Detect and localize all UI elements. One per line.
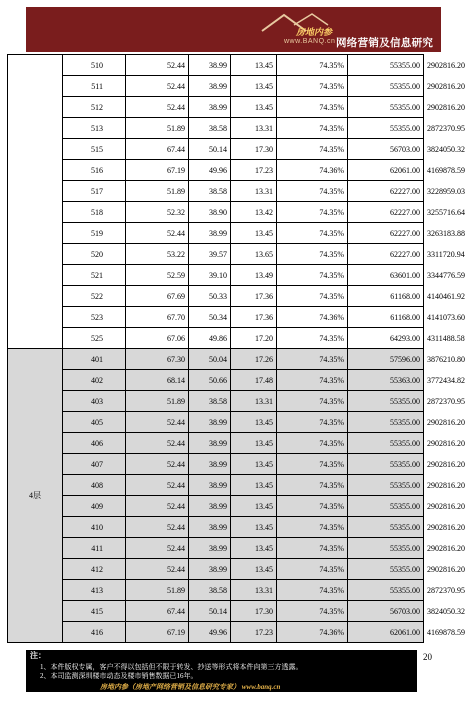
table-row: 525 67.06 49.86 17.20 74.35% 64293.00 4311488.58 bbox=[8, 328, 424, 349]
table-cell: 74.35% bbox=[277, 433, 348, 454]
note-item-1: 1、本件版权专属，客户不得以包括但不限于转发、抄送等形式将本件向第三方透露。 bbox=[40, 663, 303, 671]
header-banner bbox=[26, 7, 441, 64]
table-cell: 402 bbox=[63, 370, 126, 391]
table-cell: 55355.00 bbox=[348, 391, 424, 412]
table-cell: 49.86 bbox=[189, 328, 231, 349]
table-row: 415 67.44 50.14 17.30 74.35% 56703.00 3824050.32 bbox=[8, 601, 424, 622]
table-cell: 68.14 bbox=[126, 370, 189, 391]
table-cell: 13.45 bbox=[231, 412, 277, 433]
table-cell: 511 bbox=[63, 76, 126, 97]
table-cell: 55355.00 bbox=[348, 517, 424, 538]
table-cell: 52.32 bbox=[126, 202, 189, 223]
table-cell: 17.26 bbox=[231, 349, 277, 370]
table-cell: 510 bbox=[63, 55, 126, 76]
table-row: 4层 401 67.30 50.04 17.26 74.35% 57596.00 3876210.80 bbox=[8, 349, 424, 370]
table-cell: 38.99 bbox=[189, 475, 231, 496]
table-row: 510 52.44 38.99 13.45 74.35% 55355.00 2902816.20 bbox=[8, 55, 424, 76]
table-cell: 38.99 bbox=[189, 97, 231, 118]
table-cell: 55355.00 bbox=[348, 538, 424, 559]
table-cell: 62227.00 bbox=[348, 223, 424, 244]
table-row: 518 52.32 38.90 13.42 74.35% 62227.00 3255716.64 bbox=[8, 202, 424, 223]
table-cell: 405 bbox=[63, 412, 126, 433]
table-cell: 74.35% bbox=[277, 496, 348, 517]
table-cell: 38.99 bbox=[189, 538, 231, 559]
table-cell: 64293.00 bbox=[348, 328, 424, 349]
table-cell: 523 bbox=[63, 307, 126, 328]
table-cell: 13.31 bbox=[231, 181, 277, 202]
table-cell: 74.36% bbox=[277, 307, 348, 328]
table-cell: 50.14 bbox=[189, 601, 231, 622]
table-cell: 67.19 bbox=[126, 622, 189, 643]
table-row: 521 52.59 39.10 13.49 74.35% 63601.00 3344776.59 bbox=[8, 265, 424, 286]
table-cell: 38.90 bbox=[189, 202, 231, 223]
table-cell: 409 bbox=[63, 496, 126, 517]
table-cell: 39.57 bbox=[189, 244, 231, 265]
table-cell: 55363.00 bbox=[348, 370, 424, 391]
table-cell: 49.96 bbox=[189, 160, 231, 181]
table-cell: 38.58 bbox=[189, 118, 231, 139]
table-cell: 517 bbox=[63, 181, 126, 202]
table-cell: 74.35% bbox=[277, 538, 348, 559]
table-cell: 52.44 bbox=[126, 496, 189, 517]
table-cell: 51.89 bbox=[126, 118, 189, 139]
table-cell: 38.99 bbox=[189, 559, 231, 580]
table-cell: 413 bbox=[63, 580, 126, 601]
table-cell: 13.31 bbox=[231, 391, 277, 412]
table-cell: 74.35% bbox=[277, 181, 348, 202]
table-row: 522 67.69 50.33 17.36 74.35% 61168.00 4140461.92 bbox=[8, 286, 424, 307]
table-cell: 52.44 bbox=[126, 475, 189, 496]
table-cell: 67.44 bbox=[126, 601, 189, 622]
table-cell: 17.36 bbox=[231, 307, 277, 328]
table-cell: 74.36% bbox=[277, 622, 348, 643]
table-cell: 50.14 bbox=[189, 139, 231, 160]
table-cell: 55355.00 bbox=[348, 496, 424, 517]
table-cell: 67.44 bbox=[126, 139, 189, 160]
table-cell: 74.35% bbox=[277, 223, 348, 244]
table-cell: 74.35% bbox=[277, 244, 348, 265]
table-cell: 74.35% bbox=[277, 118, 348, 139]
table-cell: 17.30 bbox=[231, 601, 277, 622]
table-row: 407 52.44 38.99 13.45 74.35% 55355.00 2902816.20 bbox=[8, 454, 424, 475]
table-cell: 39.10 bbox=[189, 265, 231, 286]
floor-label: 4层 bbox=[8, 349, 63, 643]
table-cell: 515 bbox=[63, 139, 126, 160]
table-row: 405 52.44 38.99 13.45 74.35% 55355.00 2902816.20 bbox=[8, 412, 424, 433]
table-cell: 74.35% bbox=[277, 349, 348, 370]
table-cell: 410 bbox=[63, 517, 126, 538]
table-cell: 520 bbox=[63, 244, 126, 265]
table-cell: 74.35% bbox=[277, 202, 348, 223]
table-cell: 52.44 bbox=[126, 412, 189, 433]
table-cell: 52.59 bbox=[126, 265, 189, 286]
table-cell: 525 bbox=[63, 328, 126, 349]
table-cell: 52.44 bbox=[126, 454, 189, 475]
table-cell: 17.36 bbox=[231, 286, 277, 307]
table-cell: 13.45 bbox=[231, 517, 277, 538]
table-row: 408 52.44 38.99 13.45 74.35% 55355.00 2902816.20 bbox=[8, 475, 424, 496]
table-cell: 52.44 bbox=[126, 223, 189, 244]
brand-name: 房地内参 bbox=[296, 27, 333, 37]
table-row: 515 67.44 50.14 17.30 74.35% 56703.00 3824050.32 bbox=[8, 139, 424, 160]
table-cell: 55355.00 bbox=[348, 559, 424, 580]
table-cell: 55355.00 bbox=[348, 454, 424, 475]
notes-footer: 房地内参（房地产网络营销及信息研究专家） www.banq.cn bbox=[100, 683, 281, 691]
table-cell: 52.44 bbox=[126, 433, 189, 454]
table-cell: 74.35% bbox=[277, 265, 348, 286]
page-number: 20 bbox=[423, 652, 432, 662]
table-cell: 408 bbox=[63, 475, 126, 496]
table-cell: 403 bbox=[63, 391, 126, 412]
table-row: 412 52.44 38.99 13.45 74.35% 55355.00 2902816.20 bbox=[8, 559, 424, 580]
banner-title: 网络营销及信息研究专家 bbox=[336, 38, 434, 64]
table-cell: 74.35% bbox=[277, 370, 348, 391]
table-cell: 62061.00 bbox=[348, 622, 424, 643]
table-cell: 401 bbox=[63, 349, 126, 370]
table-row: 402 68.14 50.66 17.48 74.35% 55363.00 3772434.82 bbox=[8, 370, 424, 391]
table-row: 411 52.44 38.99 13.45 74.35% 55355.00 2902816.20 bbox=[8, 538, 424, 559]
table-row: 409 52.44 38.99 13.45 74.35% 55355.00 2902816.20 bbox=[8, 496, 424, 517]
table-cell: 51.89 bbox=[126, 181, 189, 202]
sales-table bbox=[7, 54, 465, 643]
table-cell: 38.58 bbox=[189, 181, 231, 202]
table-cell: 49.96 bbox=[189, 622, 231, 643]
table-cell: 13.31 bbox=[231, 118, 277, 139]
table-cell: 416 bbox=[63, 622, 126, 643]
table-cell: 62227.00 bbox=[348, 244, 424, 265]
table-cell: 74.35% bbox=[277, 55, 348, 76]
table-cell: 52.44 bbox=[126, 97, 189, 118]
table-row: 511 52.44 38.99 13.45 74.35% 55355.00 2902816.20 bbox=[8, 76, 424, 97]
table-cell: 407 bbox=[63, 454, 126, 475]
table-cell: 74.35% bbox=[277, 475, 348, 496]
table-cell: 518 bbox=[63, 202, 126, 223]
table-cell: 62227.00 bbox=[348, 202, 424, 223]
table-cell: 74.35% bbox=[277, 391, 348, 412]
table-cell: 38.58 bbox=[189, 391, 231, 412]
table-cell: 52.44 bbox=[126, 76, 189, 97]
table-cell: 411 bbox=[63, 538, 126, 559]
table-cell: 67.70 bbox=[126, 307, 189, 328]
table-cell: 412 bbox=[63, 559, 126, 580]
table-cell: 38.99 bbox=[189, 76, 231, 97]
table-row: 512 52.44 38.99 13.45 74.35% 55355.00 2902816.20 bbox=[8, 97, 424, 118]
table-cell: 74.35% bbox=[277, 601, 348, 622]
table-cell: 13.45 bbox=[231, 97, 277, 118]
notes-box bbox=[26, 650, 417, 692]
table-cell: 62227.00 bbox=[348, 181, 424, 202]
table-cell: 13.45 bbox=[231, 433, 277, 454]
table-cell: 51.89 bbox=[126, 391, 189, 412]
table-row: 516 67.19 49.96 17.23 74.36% 62061.00 4169878.59 bbox=[8, 160, 424, 181]
table-cell: 13.45 bbox=[231, 223, 277, 244]
table-cell: 63601.00 bbox=[348, 265, 424, 286]
table-cell: 55355.00 bbox=[348, 580, 424, 601]
table-cell: 406 bbox=[63, 433, 126, 454]
table-cell: 38.58 bbox=[189, 580, 231, 601]
table-cell: 55355.00 bbox=[348, 412, 424, 433]
table-cell: 50.04 bbox=[189, 349, 231, 370]
table-cell: 521 bbox=[63, 265, 126, 286]
table-row: 416 67.19 49.96 17.23 74.36% 62061.00 4169878.59 bbox=[8, 622, 424, 643]
table-cell: 74.35% bbox=[277, 580, 348, 601]
table-cell: 55355.00 bbox=[348, 97, 424, 118]
table-cell: 61168.00 bbox=[348, 307, 424, 328]
table-row: 523 67.70 50.34 17.36 74.36% 61168.00 4141073.60 bbox=[8, 307, 424, 328]
table-row: 406 52.44 38.99 13.45 74.35% 55355.00 2902816.20 bbox=[8, 433, 424, 454]
floor-label bbox=[8, 55, 63, 349]
table-cell: 512 bbox=[63, 97, 126, 118]
table-cell: 38.99 bbox=[189, 454, 231, 475]
table-cell: 17.30 bbox=[231, 139, 277, 160]
table-cell: 17.23 bbox=[231, 622, 277, 643]
table-cell: 17.20 bbox=[231, 328, 277, 349]
table-cell: 55355.00 bbox=[348, 475, 424, 496]
site-url: www.BANQ.cn bbox=[284, 38, 336, 45]
table-cell: 13.45 bbox=[231, 76, 277, 97]
table-row: 513 51.89 38.58 13.31 74.35% 55355.00 2872370.95 bbox=[8, 118, 424, 139]
table-cell: 513 bbox=[63, 118, 126, 139]
table-cell: 13.45 bbox=[231, 55, 277, 76]
table-cell: 13.45 bbox=[231, 496, 277, 517]
table-cell: 74.36% bbox=[277, 160, 348, 181]
table-cell: 74.35% bbox=[277, 412, 348, 433]
table-cell: 50.66 bbox=[189, 370, 231, 391]
table-cell: 52.44 bbox=[126, 538, 189, 559]
table-cell: 57596.00 bbox=[348, 349, 424, 370]
table-cell: 519 bbox=[63, 223, 126, 244]
table-cell: 74.35% bbox=[277, 328, 348, 349]
table-cell: 56703.00 bbox=[348, 139, 424, 160]
table-cell: 53.22 bbox=[126, 244, 189, 265]
table-cell: 38.99 bbox=[189, 223, 231, 244]
table-cell: 13.42 bbox=[231, 202, 277, 223]
table-cell: 74.35% bbox=[277, 139, 348, 160]
table-cell: 38.99 bbox=[189, 496, 231, 517]
table-cell: 13.31 bbox=[231, 580, 277, 601]
table-cell: 51.89 bbox=[126, 580, 189, 601]
table-cell: 516 bbox=[63, 160, 126, 181]
table-cell: 38.99 bbox=[189, 55, 231, 76]
table-cell: 67.30 bbox=[126, 349, 189, 370]
table-row: 520 53.22 39.57 13.65 74.35% 62227.00 3311720.94 bbox=[8, 244, 424, 265]
note-item-2: 2、本司监测深圳楼市动态及楼市销售数据已16年。 bbox=[40, 672, 198, 680]
table-cell: 74.35% bbox=[277, 286, 348, 307]
table-cell: 50.33 bbox=[189, 286, 231, 307]
table-cell: 55355.00 bbox=[348, 118, 424, 139]
table-cell: 52.44 bbox=[126, 559, 189, 580]
table-cell: 67.06 bbox=[126, 328, 189, 349]
table-cell: 17.48 bbox=[231, 370, 277, 391]
table-row: 519 52.44 38.99 13.45 74.35% 62227.00 3263183.88 bbox=[8, 223, 424, 244]
table-cell: 415 bbox=[63, 601, 126, 622]
table-cell: 61168.00 bbox=[348, 286, 424, 307]
table-cell: 55355.00 bbox=[348, 433, 424, 454]
table-row: 517 51.89 38.58 13.31 74.35% 62227.00 3228959.03 bbox=[8, 181, 424, 202]
table-cell: 50.34 bbox=[189, 307, 231, 328]
table-cell: 13.49 bbox=[231, 265, 277, 286]
table-cell: 67.69 bbox=[126, 286, 189, 307]
table-cell: 13.45 bbox=[231, 559, 277, 580]
table-row: 413 51.89 38.58 13.31 74.35% 55355.00 2872370.95 bbox=[8, 580, 424, 601]
notes-title: 注： bbox=[30, 651, 46, 660]
table-cell: 74.35% bbox=[277, 559, 348, 580]
table-cell: 55355.00 bbox=[348, 76, 424, 97]
table-cell: 67.19 bbox=[126, 160, 189, 181]
table-cell: 74.35% bbox=[277, 97, 348, 118]
table-row: 410 52.44 38.99 13.45 74.35% 55355.00 2902816.20 bbox=[8, 517, 424, 538]
table-cell: 56703.00 bbox=[348, 601, 424, 622]
table-cell: 17.23 bbox=[231, 160, 277, 181]
table-row: 403 51.89 38.58 13.31 74.35% 55355.00 2872370.95 bbox=[8, 391, 424, 412]
table-cell: 52.44 bbox=[126, 517, 189, 538]
table-cell: 38.99 bbox=[189, 517, 231, 538]
table-cell: 13.45 bbox=[231, 454, 277, 475]
table-cell: 52.44 bbox=[126, 55, 189, 76]
table-cell: 74.35% bbox=[277, 454, 348, 475]
table-cell: 38.99 bbox=[189, 433, 231, 454]
table-cell: 13.65 bbox=[231, 244, 277, 265]
table-cell: 74.35% bbox=[277, 76, 348, 97]
table-cell: 62061.00 bbox=[348, 160, 424, 181]
table-cell: 74.35% bbox=[277, 517, 348, 538]
table-cell: 13.45 bbox=[231, 538, 277, 559]
table-cell: 522 bbox=[63, 286, 126, 307]
table-cell: 55355.00 bbox=[348, 55, 424, 76]
table-cell: 13.45 bbox=[231, 475, 277, 496]
table-cell: 38.99 bbox=[189, 412, 231, 433]
